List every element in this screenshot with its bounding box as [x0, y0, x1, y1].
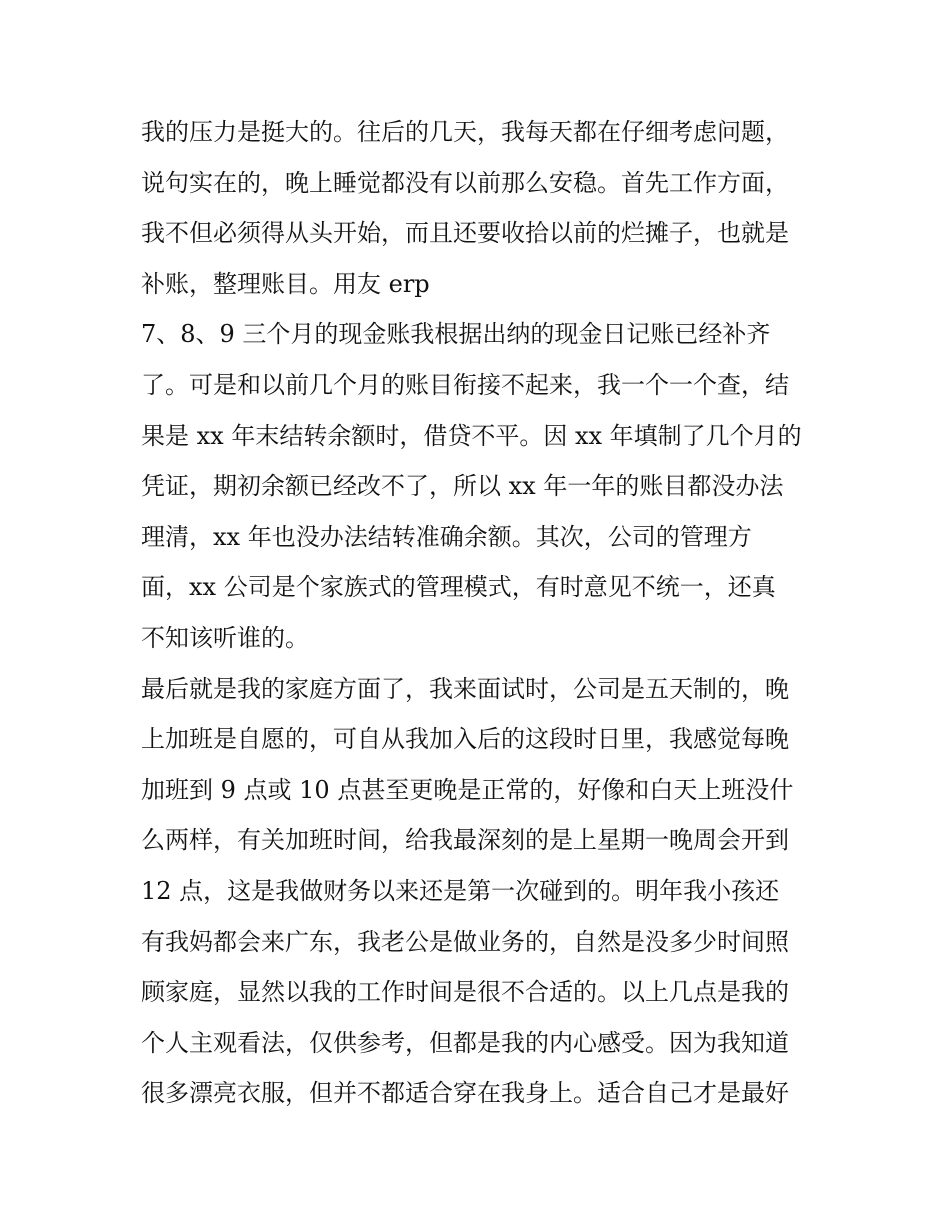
text-line: 加班到 9 点或 10 点甚至更晚是正常的，好像和白天上班没什	[141, 775, 794, 804]
text-line: 面，xx 公司是个家族式的管理模式，有时意见不统一，还真	[141, 573, 776, 602]
text-line: 我不但必须得从头开始，而且还要收拾以前的烂摊子，也就是	[141, 219, 789, 248]
text-line: 了。可是和以前几个月的账目衔接不起来，我一个一个查，结	[141, 370, 789, 399]
text-line: 顾家庭，显然以我的工作时间是很不合适的。以上几点是我的	[141, 978, 789, 1007]
text-line: 个人主观看法，仅供参考，但都是我的内心感受。因为我知道	[141, 1028, 789, 1057]
text-line: 最后就是我的家庭方面了，我来面试时，公司是五天制的，晚	[141, 674, 789, 703]
text-line: 么两样，有关加班时间，给我最深刻的是上星期一晚周会开到	[141, 826, 789, 855]
text-line: 上加班是自愿的，可自从我加入后的这段时日里，我感觉每晚	[141, 725, 789, 754]
text-line: 我的压力是挺大的。往后的几天，我每天都在仔细考虑问题，	[141, 118, 789, 146]
body-text	[141, 107, 841, 1119]
text-line: 很多漂亮衣服，但并不都适合穿在我身上。适合自己才是最好	[141, 1079, 789, 1108]
text-line: 有我妈都会来广东，我老公是做业务的，自然是没多少时间照	[141, 927, 789, 956]
text-line: 果是 xx 年末结转余额时，借贷不平。因 xx 年填制了几个月的	[141, 421, 802, 450]
text-line: 凭证，期初余额已经改不了，所以 xx 年一年的账目都没办法	[141, 472, 784, 501]
text-line: 12 点，这是我做财务以来还是第一次碰到的。明年我小孩还	[141, 876, 780, 905]
text-line: 说句实在的，晚上睡觉都没有以前那么安稳。首先工作方面，	[141, 168, 789, 197]
text-line: 补账，整理账目。用友 erp	[141, 269, 430, 298]
text-line: 不知该听谁的。	[141, 623, 309, 652]
text-line: 7、8、9 三个月的现金账我根据出纳的现金日记账已经补齐	[141, 320, 771, 349]
text-line: 理清，xx 年也没办法结转准确余额。其次，公司的管理方	[141, 522, 752, 551]
